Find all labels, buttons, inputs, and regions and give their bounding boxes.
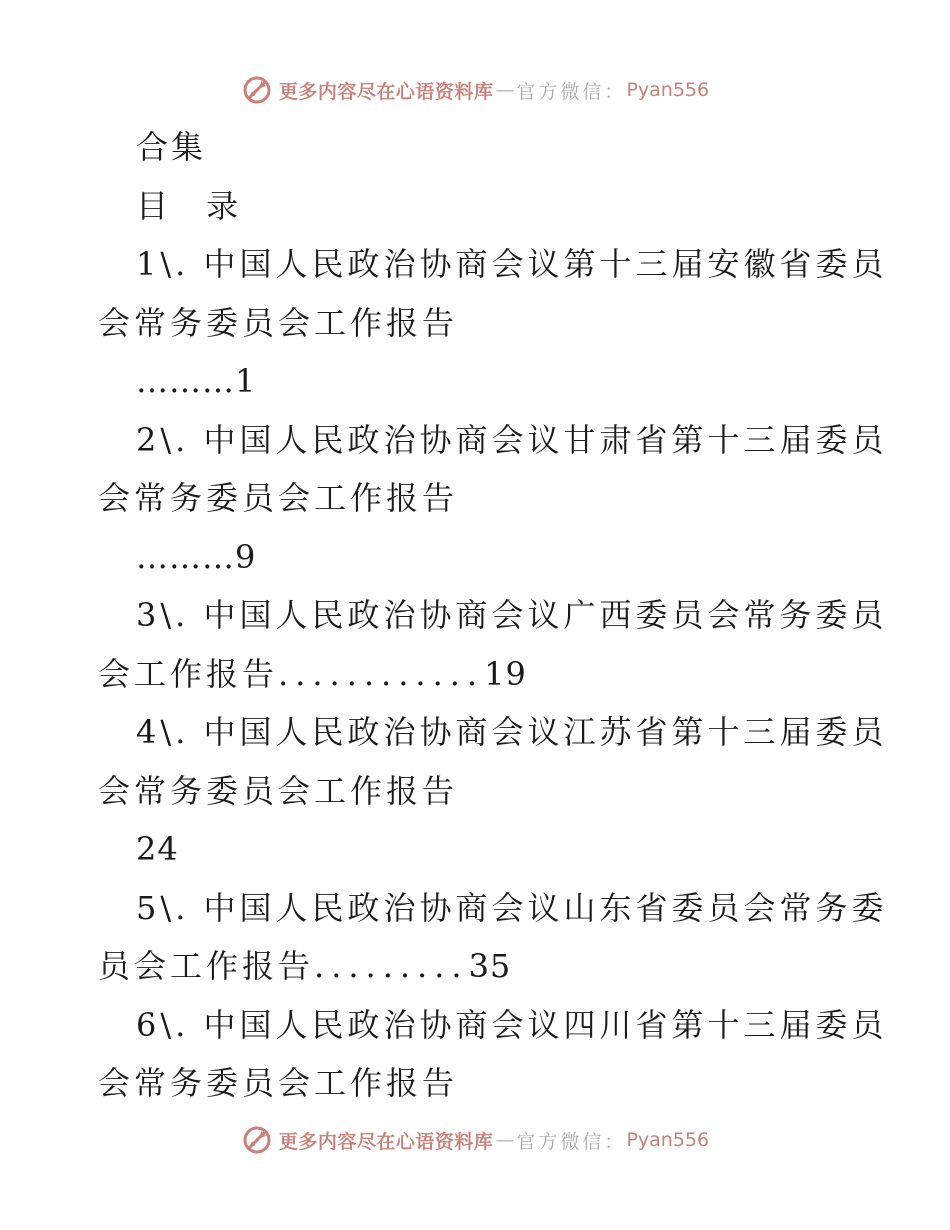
- wechat-id: Pyan556: [626, 1129, 710, 1151]
- toc-entry-2-line2: 会常务委员会工作报告: [98, 479, 459, 517]
- toc-entry-4-line2: 会常务委员会工作报告: [98, 771, 459, 810]
- toc-entry-3-line2-wrap: [98, 645, 858, 704]
- toc-entry-1-line2: 会常务委员会工作报告: [98, 303, 459, 342]
- toc-entry-6-line2: 会常务委员会工作报告: [98, 1064, 459, 1102]
- brand-text: 更多内容尽在心语资料库: [278, 1130, 494, 1153]
- toc-entry-5-line1: 5\. 中国人民政治协商会议山东省委员会常务委: [136, 888, 888, 927]
- toc-entry-1-page: 1: [235, 362, 257, 400]
- toc-entry-5-leader: .........: [314, 947, 469, 985]
- brand-logo-icon: [241, 74, 273, 106]
- toc-entry-2-pageline: [98, 528, 858, 587]
- toc-entry-6-line1: 6\. 中国人民政治协商会议四川省第十三届委员: [136, 1005, 888, 1044]
- official-wechat-label: 官方微信：: [516, 1130, 627, 1153]
- footer-watermark-banner: [0, 1122, 950, 1158]
- separator-dash: —: [495, 1129, 515, 1151]
- wechat-id: Pyan556: [626, 79, 710, 101]
- toc-entry-1-leader: ………: [136, 362, 235, 400]
- toc-entry-5-line2: 员会工作报告: [98, 947, 315, 985]
- toc-entry-5-line2-wrap: [98, 937, 858, 996]
- toc-entry-2-line1: 2\. 中国人民政治协商会议甘肃省第十三届委员: [136, 420, 888, 459]
- toc-entry-5-page: 35: [468, 947, 512, 985]
- toc-entry-2-page: 9: [235, 537, 257, 576]
- header-watermark-banner: [0, 72, 950, 108]
- collection-title: 合集: [136, 128, 207, 166]
- brand-logo-icon: [241, 1124, 273, 1156]
- toc-entry-2-leader: ………: [136, 537, 235, 576]
- toc-entry-3-leader: ............: [278, 654, 485, 693]
- toc-entry-3-line1: 3\. 中国人民政治协商会议广西委员会常务委员: [136, 596, 888, 634]
- official-wechat-label: 官方微信：: [516, 80, 627, 103]
- toc-entry-1-line1: 1\. 中国人民政治协商会议第十三届安徽省委员: [136, 245, 888, 283]
- toc-entry-1-pageline: [98, 352, 858, 411]
- toc-entry-4-line1: 4\. 中国人民政治协商会议江苏省第十三届委员: [136, 713, 888, 751]
- document-body: [98, 118, 888, 1113]
- toc-entry-3-line2: 会工作报告: [98, 654, 279, 693]
- toc-entry-4-page: 24: [136, 830, 179, 868]
- separator-dash: —: [495, 79, 515, 101]
- toc-title: 目 录: [136, 186, 253, 225]
- toc-entry-3-page: 19: [484, 654, 527, 693]
- brand-text: 更多内容尽在心语资料库: [278, 80, 494, 103]
